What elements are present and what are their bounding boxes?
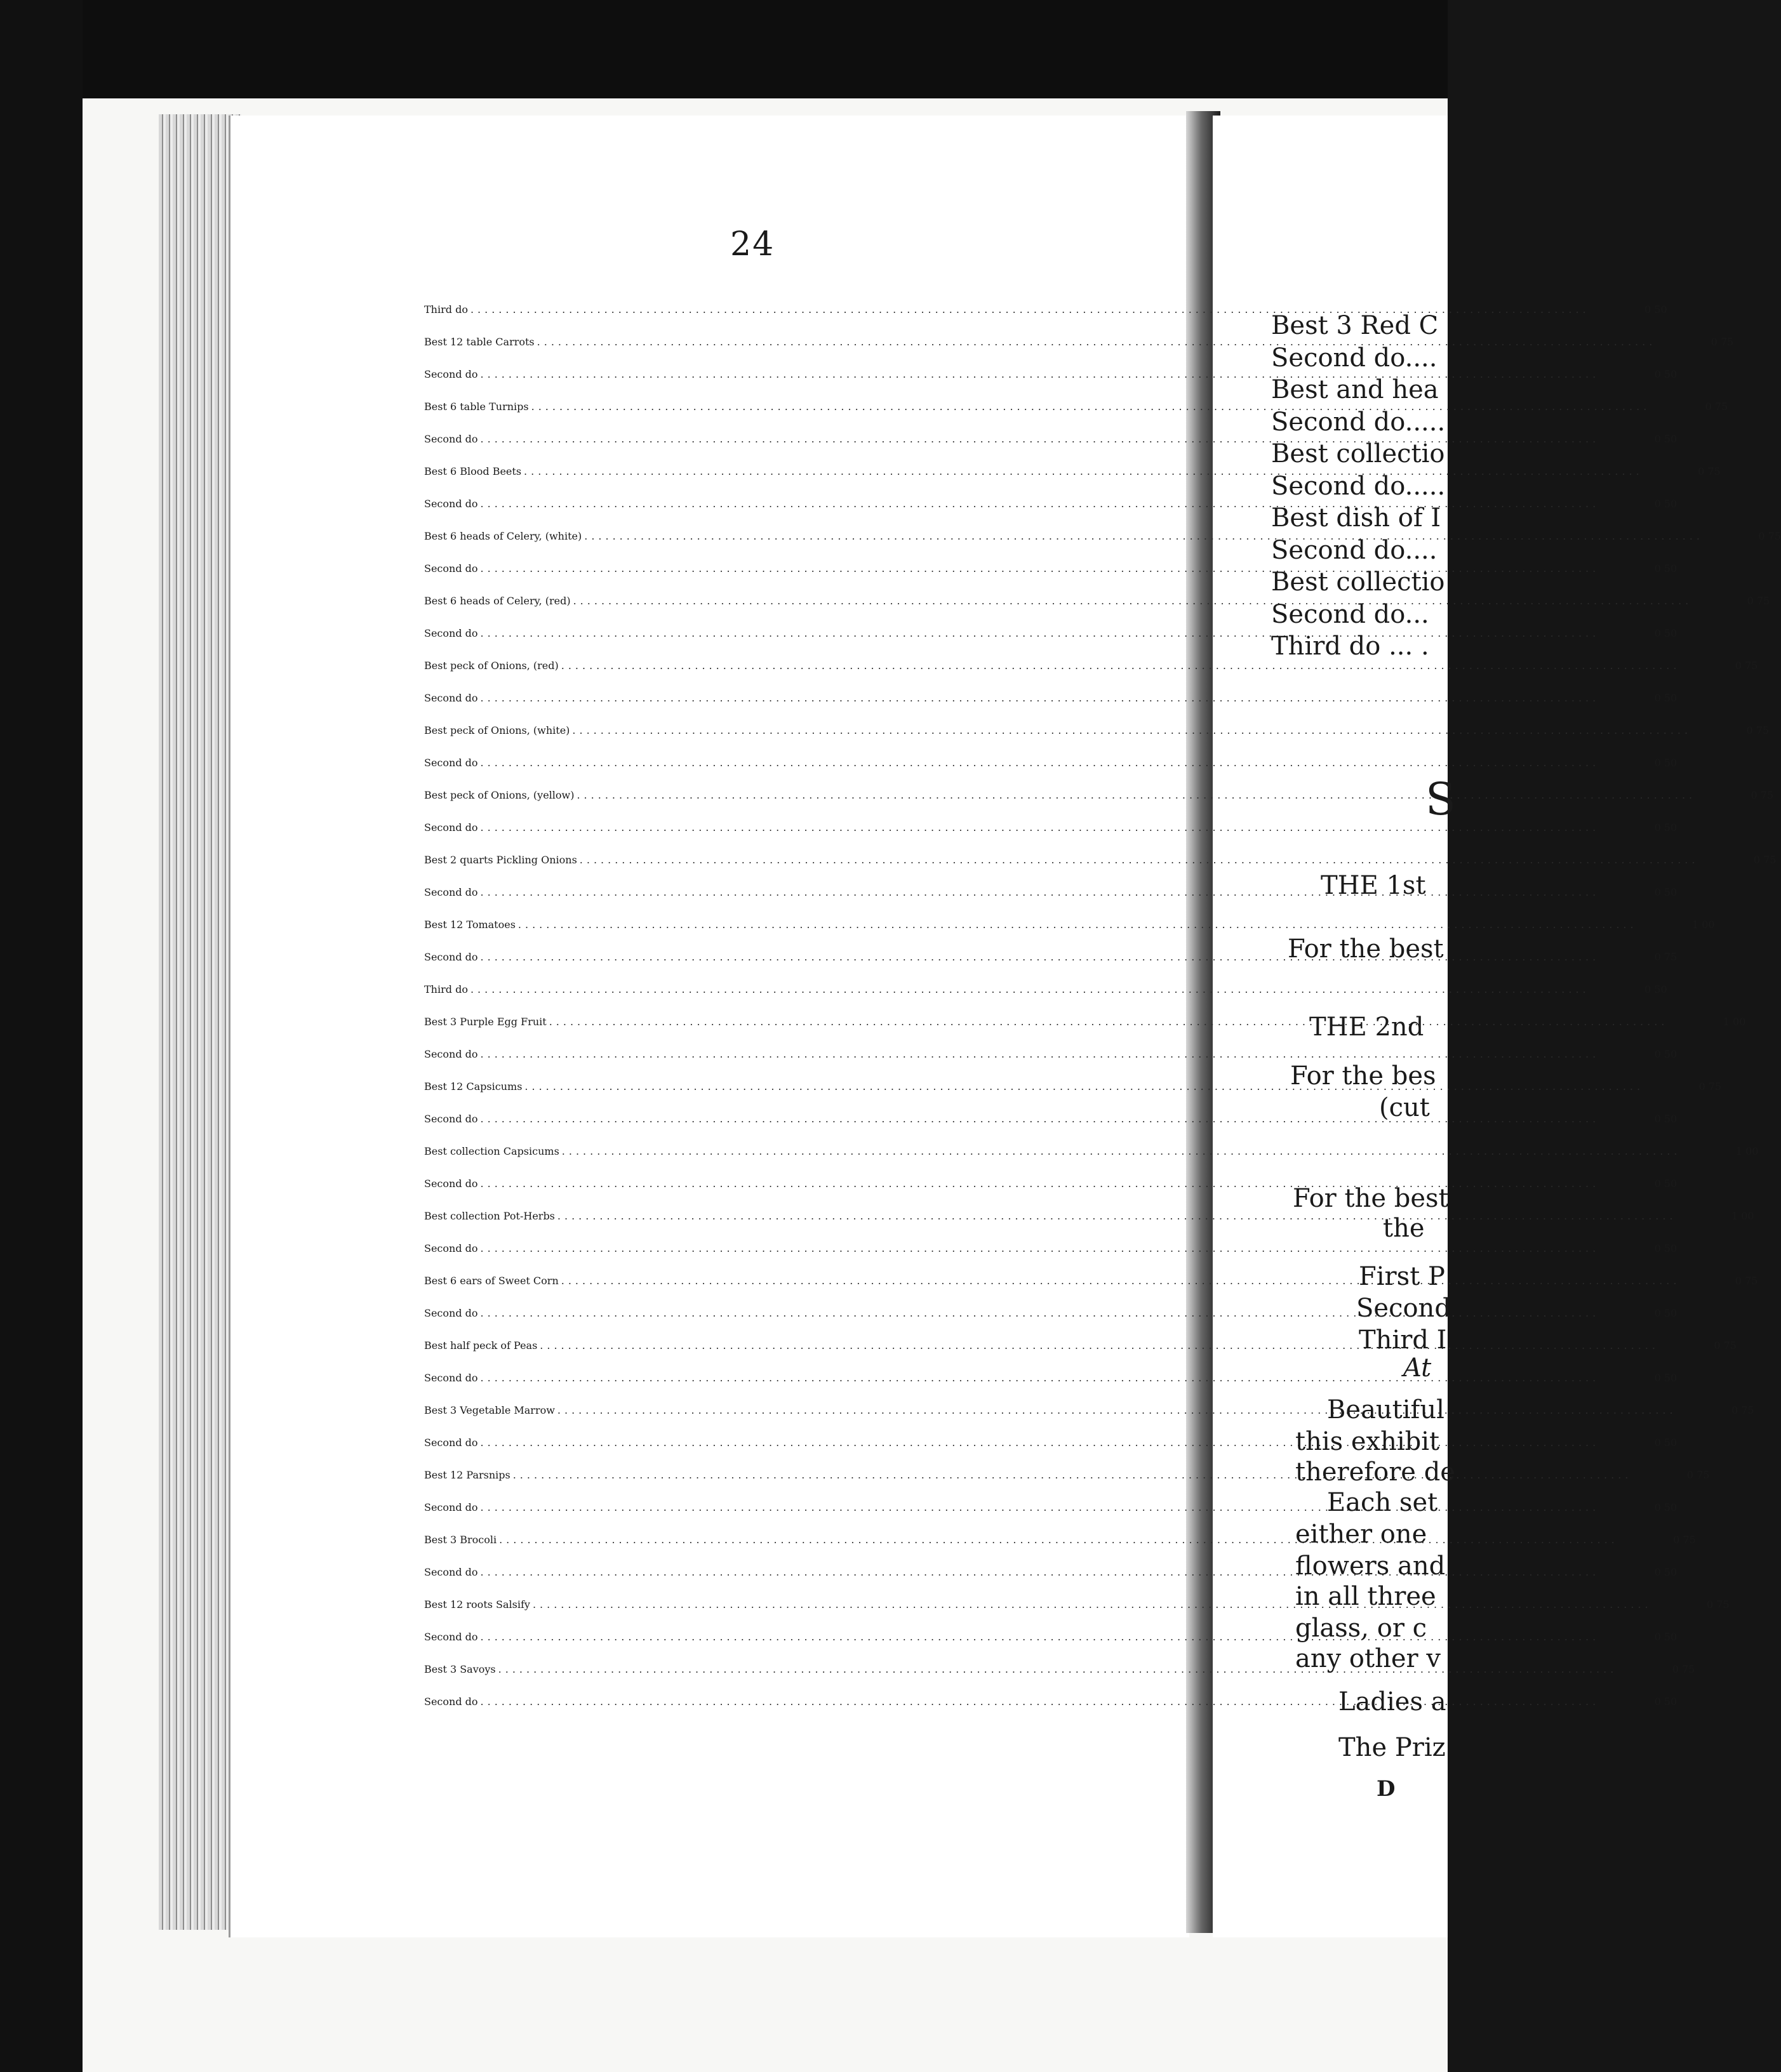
prize-amount: 0 75 <box>1753 854 1777 866</box>
prize-row <box>424 789 1774 821</box>
prize-label: Best 6 Blood Beets <box>424 465 522 477</box>
prize-row-partial: Third do ... . <box>1271 632 1429 661</box>
prize-amount: 0 50 <box>1654 1372 1678 1384</box>
right-line: flowers and <box>1295 1551 1446 1581</box>
prize-label: Best 12 roots Salsify <box>424 1598 530 1610</box>
prize-amount: 0 75 <box>1711 336 1734 348</box>
prize-label: Best 6 heads of Celery, (white) <box>424 530 582 542</box>
leader-dots <box>499 1534 1618 1546</box>
prize-label: Best 12 table Carrots <box>424 336 535 348</box>
prize-amount: 0 75 <box>1735 1275 1758 1287</box>
prize-label: Best 2 quarts Pickling Onions <box>424 854 577 866</box>
right-line: For the best <box>1293 1184 1449 1213</box>
prize-label: Best 3 Purple Egg Fruit <box>424 1016 547 1028</box>
right-line: First P <box>1359 1262 1445 1291</box>
prize-amount: 0 75 <box>1673 1534 1696 1546</box>
right-line: Second <box>1356 1294 1451 1323</box>
right-line: the <box>1383 1214 1425 1243</box>
prize-amount: 1 00 <box>1731 1210 1754 1222</box>
prize-amount: 0 50 <box>1654 1566 1678 1578</box>
right-line: THE 2nd <box>1309 1013 1424 1042</box>
prize-amount: 0 50 <box>1654 368 1678 380</box>
prize-amount: 0 75 <box>1686 1469 1710 1481</box>
leader-dots <box>481 1048 1600 1060</box>
prize-label: Second do <box>424 886 478 898</box>
leader-dots <box>498 1663 1618 1675</box>
prize-amount: 1 00 <box>1735 1145 1759 1157</box>
prize-label: Second do <box>424 498 478 510</box>
right-line: therefore de <box>1295 1458 1455 1487</box>
prize-amount: 0 75 <box>1672 1663 1695 1675</box>
prize-amount: 0 50 <box>1654 1178 1678 1190</box>
prize-label: Best 6 heads of Celery, (red) <box>424 595 571 607</box>
prize-amount: 0 75 <box>1705 401 1728 413</box>
prize-row <box>424 660 1758 692</box>
prize-amount: 0 75 <box>1714 1339 1737 1351</box>
prize-label: Best 12 Parsnips <box>424 1469 510 1481</box>
prize-amount: 0 50 <box>1644 303 1667 315</box>
prize-label: Best 6 ears of Sweet Corn <box>424 1275 559 1287</box>
prize-label: Third do <box>424 303 468 315</box>
prize-amount: 0 50 <box>1654 1631 1678 1643</box>
leader-dots <box>557 1404 1677 1416</box>
prize-label: Second do <box>424 1501 478 1513</box>
prize-amount: 0 50 <box>1654 627 1678 639</box>
leader-dots <box>481 1631 1600 1643</box>
leader-dots <box>518 919 1638 931</box>
prize-amount: 1 00 <box>1691 919 1715 931</box>
prize-row <box>424 821 1678 854</box>
prize-amount: 0 75 <box>1751 789 1774 801</box>
prize-label: Second do <box>424 1178 478 1190</box>
right-line: either one <box>1295 1520 1427 1549</box>
right-line: Beautiful <box>1327 1395 1444 1424</box>
prize-amount: 0 50 <box>1654 1501 1678 1513</box>
signature-letter: D <box>1377 1776 1396 1802</box>
leader-dots <box>531 401 1651 413</box>
prize-row <box>424 983 1667 1016</box>
prize-row-partial: Best and hea <box>1271 375 1439 404</box>
leader-dots <box>561 660 1681 672</box>
right-line: For the bes <box>1290 1061 1436 1091</box>
right-line: (cut <box>1379 1093 1430 1122</box>
prize-label: Second do <box>424 757 478 769</box>
leader-dots <box>513 1469 1632 1481</box>
prize-amount: 0 75 <box>1707 1598 1730 1610</box>
prize-row <box>424 724 1770 757</box>
prize-row-partial: Second do.... <box>1271 343 1437 373</box>
prize-amount: 0 50 <box>1654 562 1678 574</box>
prize-label: Best 3 Savoys <box>424 1663 496 1675</box>
prize-amount: 0 50 <box>1644 983 1667 995</box>
leader-dots <box>572 724 1691 736</box>
section-heading-partial: S <box>1425 773 1456 825</box>
leader-dots <box>481 1242 1600 1254</box>
leader-dots <box>481 1113 1600 1125</box>
prize-label: Best peck of Onions, (white) <box>424 724 570 736</box>
prize-label: Second do <box>424 1696 478 1708</box>
scan-top-border <box>83 0 1448 105</box>
prize-row-partial: Second do..... <box>1271 471 1446 501</box>
prize-label: Best collection Capsicums <box>424 1145 559 1157</box>
prize-row <box>424 1113 1678 1145</box>
prize-amount: 0 50 <box>1654 1437 1678 1449</box>
prize-amount: 0 50 <box>1654 821 1678 833</box>
right-line: Each set <box>1327 1488 1438 1517</box>
page-number: 24 <box>730 225 775 263</box>
prize-label: Second do <box>424 368 478 380</box>
prize-row <box>424 1242 1678 1275</box>
prize-amount: 0 50 <box>1654 1696 1678 1708</box>
prize-row-partial: Best 3 Red C <box>1271 311 1439 340</box>
prize-row <box>424 1307 1678 1339</box>
right-line: THE 1st <box>1321 871 1426 900</box>
prize-label: Best half peck of Peas <box>424 1339 538 1351</box>
prize-amount: 0 75 <box>1746 724 1770 736</box>
prize-row <box>424 692 1678 724</box>
prize-row <box>424 1145 1759 1178</box>
prize-amount: 0 50 <box>1654 757 1678 769</box>
prize-label: Second do <box>424 1631 478 1643</box>
prize-label: Best peck of Onions, (red) <box>424 660 559 672</box>
prize-amount: 0 50 <box>1654 692 1678 704</box>
prize-label: Second do <box>424 1566 478 1578</box>
prize-label: Second do <box>424 1242 478 1254</box>
prize-row <box>424 951 1678 983</box>
prize-row-partial: Best collectio <box>1271 568 1445 597</box>
leader-dots <box>549 1016 1669 1028</box>
prize-label: Second do <box>424 433 478 445</box>
prize-label: Second do <box>424 627 478 639</box>
right-line: At <box>1403 1353 1432 1383</box>
prize-label: Second do <box>424 1437 478 1449</box>
prize-amount: 0 75 <box>1731 1404 1754 1416</box>
prize-label: Second do <box>424 1048 478 1060</box>
leader-dots <box>577 789 1696 801</box>
prize-label: Best 3 Vegetable Marrow <box>424 1404 555 1416</box>
prize-row <box>424 1210 1754 1242</box>
leader-dots <box>580 854 1699 866</box>
right-line: any other v <box>1295 1644 1441 1673</box>
leader-dots <box>584 530 1704 542</box>
prize-row <box>424 757 1678 789</box>
leader-dots <box>540 1339 1659 1351</box>
prize-amount: 1 00 <box>1723 1016 1746 1028</box>
leader-dots <box>470 983 1590 995</box>
prize-amount: 0 50 <box>1654 886 1678 898</box>
prize-label: Second do <box>424 1307 478 1319</box>
right-line: For the best <box>1288 934 1444 964</box>
prize-label: Second do <box>424 562 478 574</box>
prize-row-partial: Second do... <box>1271 599 1429 629</box>
prize-amount: 0 50 <box>1654 1242 1678 1254</box>
prize-row-partial: Best dish of I <box>1271 503 1441 533</box>
leader-dots <box>481 692 1600 704</box>
prize-list-right-partial <box>1271 311 1455 664</box>
right-line: Ladies a <box>1338 1687 1446 1717</box>
prize-label: Best 6 table Turnips <box>424 401 529 413</box>
leader-dots <box>524 465 1643 477</box>
leader-dots <box>533 1598 1652 1610</box>
prize-amount: 0 75 <box>1747 595 1770 607</box>
prize-row <box>424 1663 1695 1696</box>
prize-label: Second do <box>424 1113 478 1125</box>
scan-left-border <box>0 0 83 2072</box>
leader-dots <box>524 1080 1644 1092</box>
leader-dots <box>537 336 1657 348</box>
prize-label: Second do <box>424 821 478 833</box>
leader-dots <box>481 1372 1600 1384</box>
prize-row-partial: Best collectio <box>1271 439 1445 468</box>
prize-label: Second do <box>424 951 478 963</box>
prize-row-partial: Second do.... <box>1271 535 1437 565</box>
prize-row-partial: Second do..... <box>1271 407 1446 437</box>
prize-row <box>424 886 1678 919</box>
leader-dots <box>573 595 1693 607</box>
prize-amount: 0 50 <box>1654 1307 1678 1319</box>
prize-amount: 0 75 <box>1654 951 1678 963</box>
prize-amount: 0 75 <box>1698 465 1721 477</box>
leader-dots <box>561 1275 1681 1287</box>
prize-amount: 0 75 <box>1758 530 1781 542</box>
leader-dots <box>481 886 1600 898</box>
prize-amount: 0 75 <box>1698 1080 1722 1092</box>
leader-dots <box>481 757 1600 769</box>
right-line: this exhibit <box>1295 1427 1440 1456</box>
prize-amount: 0 50 <box>1654 1048 1678 1060</box>
prize-label: Second do <box>424 692 478 704</box>
prize-label: Best 3 Brocoli <box>424 1534 497 1546</box>
prize-label: Best 12 Capsicums <box>424 1080 523 1092</box>
prize-amount: 0 50 <box>1654 498 1678 510</box>
prize-amount: 0 50 <box>1654 1113 1678 1125</box>
prize-amount: 0 75 <box>1735 660 1758 672</box>
leader-dots <box>562 1145 1681 1157</box>
prize-row <box>424 1372 1678 1404</box>
prize-label: Third do <box>424 983 468 995</box>
prize-amount: 0 50 <box>1654 433 1678 445</box>
prize-label: Best 12 Tomatoes <box>424 919 516 931</box>
prize-label: Best collection Pot-Herbs <box>424 1210 555 1222</box>
leader-dots <box>557 1210 1677 1222</box>
right-line: glass, or c <box>1295 1614 1427 1643</box>
right-line: The Priz <box>1338 1733 1446 1762</box>
right-line: in all three <box>1295 1582 1436 1611</box>
prize-label: Second do <box>424 1372 478 1384</box>
prize-label: Best peck of Onions, (yellow) <box>424 789 575 801</box>
right-line: Third I <box>1359 1325 1447 1355</box>
